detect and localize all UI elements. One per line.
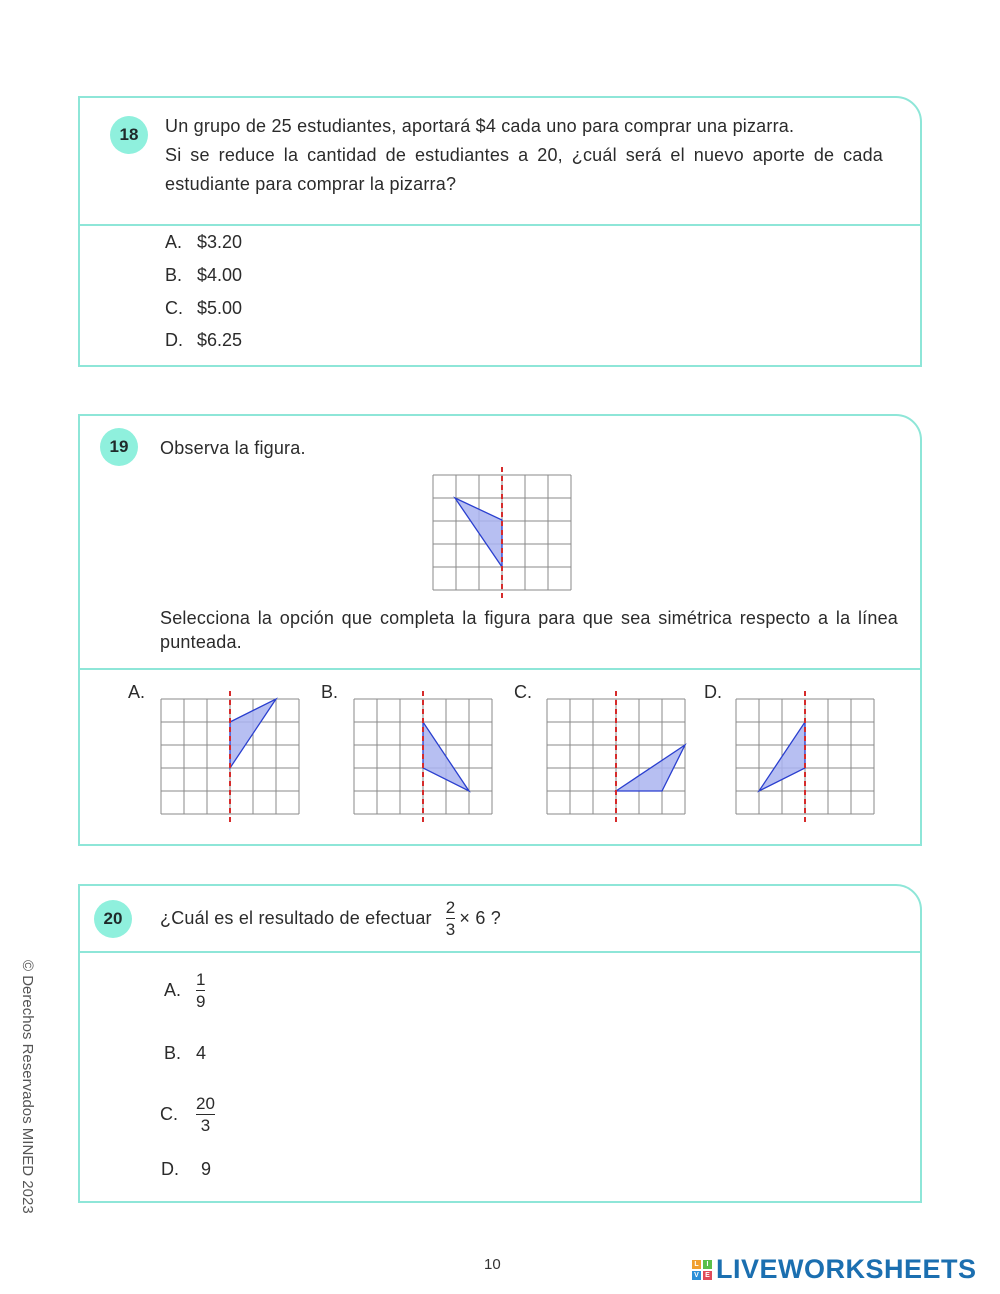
option-letter: C. <box>165 298 183 318</box>
option-c-figure[interactable] <box>544 688 689 823</box>
option-a[interactable] <box>164 970 205 1011</box>
option-b[interactable] <box>164 1043 206 1064</box>
fraction-numerator: 2 <box>445 897 456 917</box>
fraction-denominator: 3 <box>200 1116 211 1135</box>
fraction-denominator: 3 <box>445 919 456 939</box>
option-letter: D. <box>161 1159 179 1179</box>
question-18-line1: Un grupo de 25 estudiantes, aportará $4 cada uno para comprar una pizarra. <box>165 116 795 136</box>
question-number-badge: 18 <box>110 116 148 154</box>
option-a-figure[interactable] <box>158 688 303 823</box>
option-value: $4.00 <box>197 265 243 285</box>
option-letter: B. <box>165 265 183 285</box>
copyright-notice: © Derechos Reservados MINED 2023 <box>19 960 36 1214</box>
fraction-bar <box>446 918 456 919</box>
question-19-instruction: Selecciona la opción que completa la figura para que sea simétrica respecto a la línea punteada. <box>160 608 898 652</box>
divider <box>80 224 920 226</box>
option-letter: C. <box>160 1104 178 1124</box>
option-a-letter: A. <box>128 682 146 702</box>
option-d-letter: D. <box>704 682 722 702</box>
option-c[interactable] <box>160 1094 215 1135</box>
question-18-line2: Si se reduce la cantidad de estudiantes a 20, ¿cuál será el nuevo aporte de cada estudiante para comprar la pizarra? <box>165 145 883 194</box>
logo-cube: I <box>703 1260 712 1269</box>
option-value: $6.25 <box>197 330 243 350</box>
option-b[interactable] <box>165 265 242 286</box>
fraction-bar <box>196 1114 215 1115</box>
option-c-letter: C. <box>514 682 532 702</box>
option-b-letter: B. <box>321 682 339 702</box>
question-19-card <box>78 414 922 846</box>
option-value: 4 <box>196 1043 207 1063</box>
symmetry-figure <box>430 464 575 599</box>
logo-cube: E <box>703 1271 712 1280</box>
option-letter: A. <box>165 232 183 252</box>
option-b-figure[interactable] <box>351 688 496 823</box>
question-20-prompt <box>160 892 501 944</box>
liveworksheets-logo[interactable] <box>692 1254 977 1285</box>
fraction-denominator: 9 <box>196 992 206 1011</box>
option-d[interactable] <box>165 330 242 351</box>
option-d[interactable] <box>161 1159 211 1180</box>
question-18-card <box>78 96 922 367</box>
fraction-numerator: 1 <box>196 970 206 989</box>
option-letter: B. <box>164 1043 182 1063</box>
fraction-bar <box>196 990 205 991</box>
option-value: $5.00 <box>197 298 243 318</box>
multiply-six: × 6 ? <box>459 907 501 928</box>
logo-cubes-icon <box>692 1260 712 1280</box>
fraction-one-ninth <box>196 970 205 1011</box>
question-number-badge: 20 <box>94 900 132 938</box>
question-20-text: ¿Cuál es el resultado de efectuar <box>160 907 432 928</box>
fraction-numerator: 20 <box>196 1094 215 1113</box>
divider <box>80 951 920 953</box>
divider <box>80 668 920 670</box>
option-letter: D. <box>165 330 183 350</box>
option-letter: A. <box>164 980 182 1000</box>
question-20-card <box>78 884 922 1203</box>
fraction-two-thirds <box>446 898 456 939</box>
question-number-badge: 19 <box>100 428 138 466</box>
page-number: 10 <box>484 1256 501 1273</box>
logo-cube: L <box>692 1260 701 1269</box>
fraction-twenty-thirds <box>196 1094 215 1135</box>
option-value: 9 <box>201 1159 212 1179</box>
option-d-figure[interactable] <box>733 688 878 823</box>
brand-name: LIVEWORKSHEETS <box>716 1254 977 1284</box>
option-value: $3.20 <box>197 232 243 252</box>
question-19-prompt: Observa la figura. <box>160 438 306 458</box>
logo-cube: V <box>692 1271 701 1280</box>
option-c[interactable] <box>165 298 242 319</box>
option-a[interactable] <box>165 232 242 253</box>
